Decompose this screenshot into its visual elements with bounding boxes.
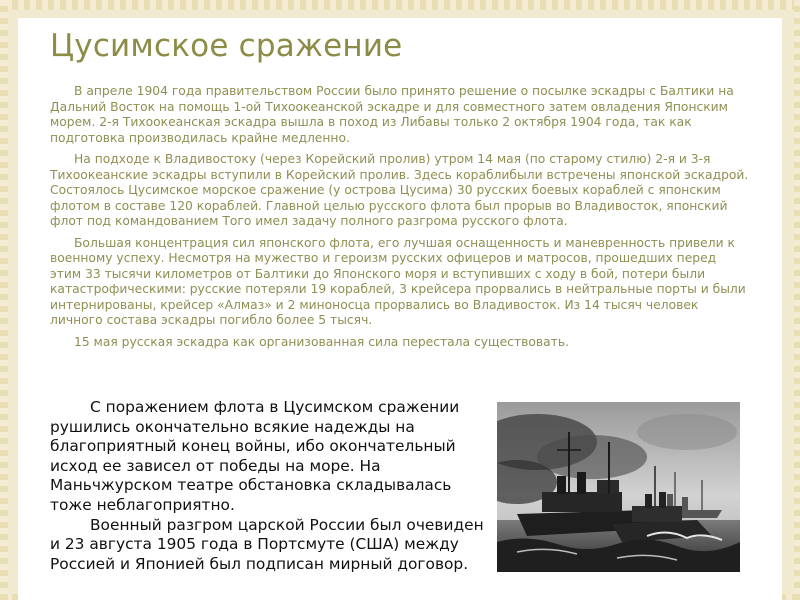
decorative-border-left [0, 0, 8, 600]
body-paragraph-4: 15 мая русская эскадра как организованная сила перестала существовать. [74, 334, 569, 349]
conclusion-paragraph-2: Военный разгром царской России был очевиден и 23 августа 1905 года в Портсмуте (США) между Россией и Японией был подписан мирный договор. [50, 515, 484, 573]
slide-body-text [50, 84, 750, 356]
decorative-border-top [0, 0, 800, 10]
body-paragraph-3: Большая концентрация сил японского флота, его лучшая оснащенность и маневренность привели к военному успеху. Несмотря на мужество и героизм русских офицеров и матросов, прошедших перед этим 33 тысячи километров от Балтики до Японского моря и вступивших с ходу в бой, потери были катастрофическими: русские потеряли 19 кораблей, 3 крейсера прорвались в нейтральные порты и были интернированы, крейсер «Алмаз» и 2 миноносца прорвались во Владивосток. Из 14 тысяч человек личного состава эскадры погибло более 5 тысяч. [50, 235, 746, 327]
body-paragraph-2: На подходе к Владивостоку (через Корейский пролив) утром 14 мая (по старому стилю) 2-я и 3-я Тихоокеанские эскадры вступили в Корейский пролив. Здесь кораблибыли встречены японской эскадрой. Состоялось Цусимское морское сражение (у острова Цусима) 30 русских боевых кораблей с японским флотом в составе 120 кораблей. Главной целью русского флота был прорыв во Владивосток, японский флот под командованием Того имел задачу полного разгрома русского флота. [50, 152, 749, 228]
decorative-border-right [794, 0, 800, 600]
slide-title: Цусимское сражение [50, 28, 403, 64]
naval-battle-ships-image [497, 402, 740, 572]
conclusion-paragraph-1: С поражением флота в Цусимском сражении рушились окончательно всякие надежды на благоприятный конец войны, ибо окончательный исход ее зависел от победы на море. На Маньчжурском театре обстановка складывалась тоже неблагоприятно. [50, 398, 460, 514]
body-paragraph-1: В апреле 1904 года правительством России было принято решение о посылке эскадры с Балтики на Дальний Восток на помощь 1-ой Тихоокеанской эскадре и для совместного затем овладения Японским морем. 2-я Тихоокеанская эскадра вышла в поход из Либавы только 2 октября 1904 года, так как подготовка производилась крайне медленно. [50, 84, 734, 145]
conclusion-text [50, 398, 490, 574]
